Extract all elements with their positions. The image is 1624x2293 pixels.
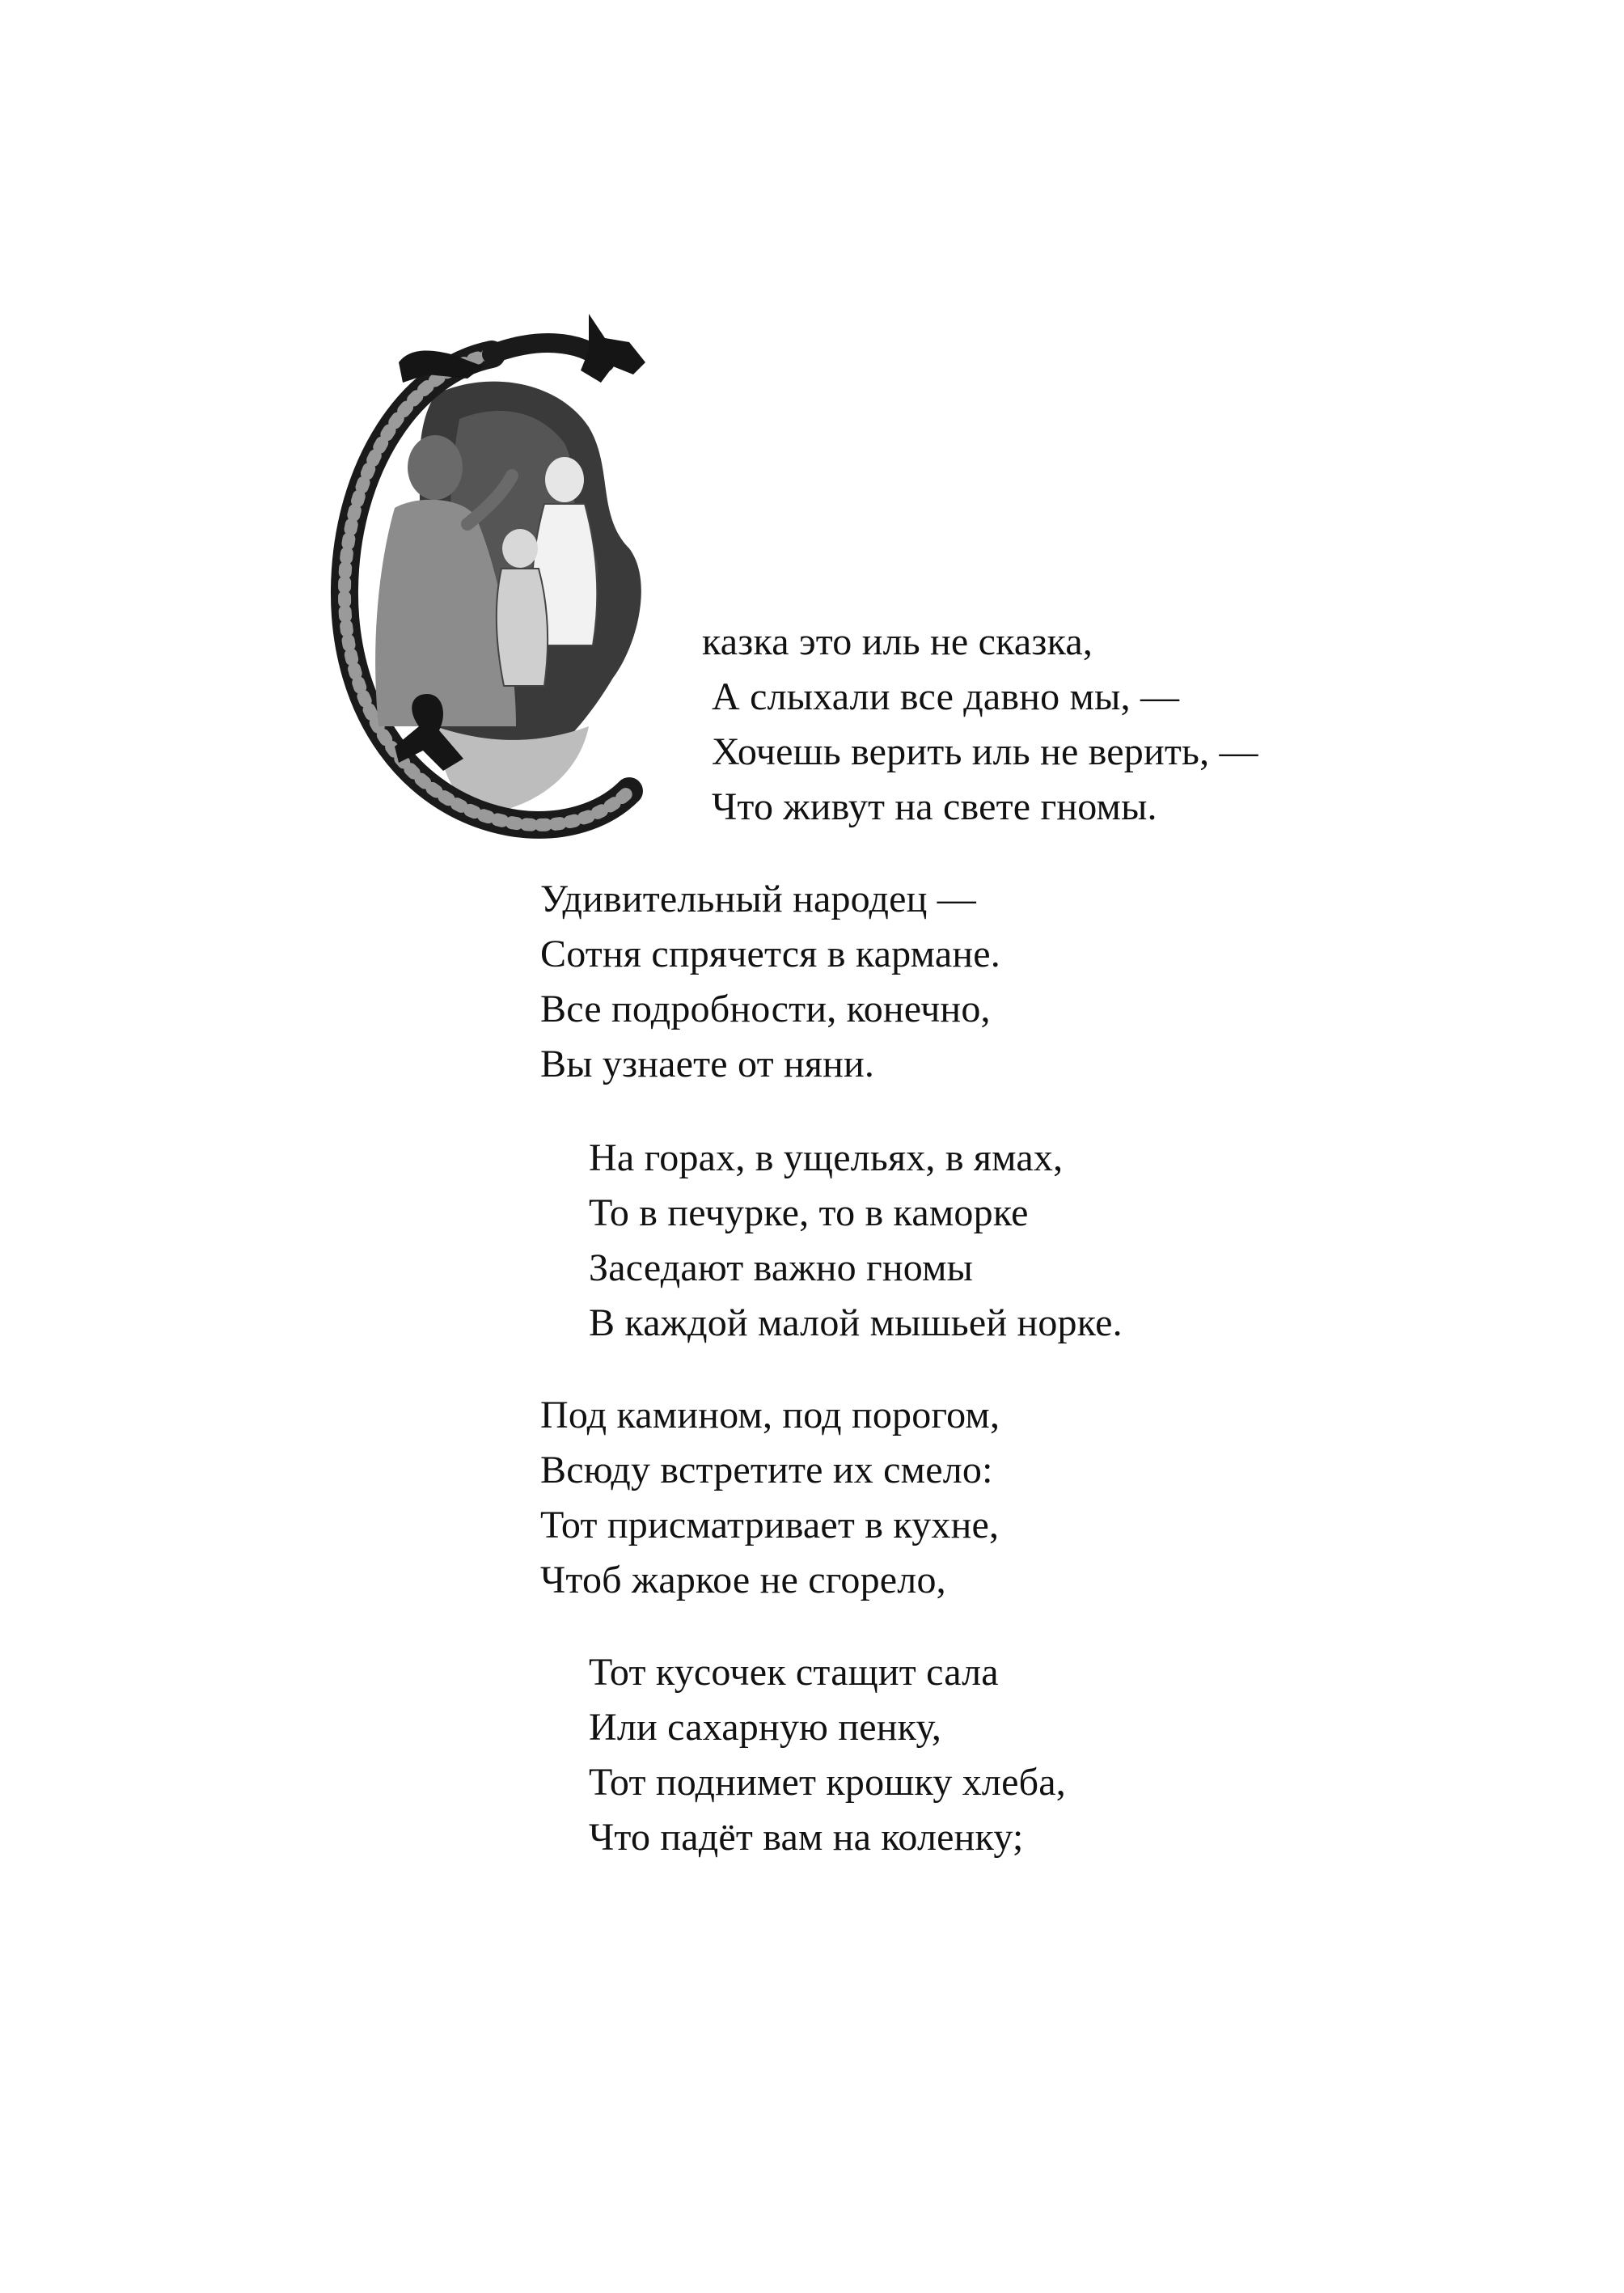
- stanza-3: [589, 1131, 1123, 1351]
- stanza-1: [702, 615, 1258, 835]
- poem-line: Вы узнаете от няни.: [540, 1043, 875, 1085]
- illustrated-drop-cap-image: [322, 306, 702, 840]
- poem-line: Заседают важно гномы: [589, 1246, 974, 1289]
- poem-line: Сотня спрячется в кармане.: [540, 933, 1000, 975]
- drop-cap-illustration: [322, 306, 702, 840]
- poem-line: Удивительный народец —: [540, 878, 976, 920]
- poem-line: Хочешь верить иль не верить, —: [712, 730, 1258, 773]
- poem-line: А слыхали все давно мы, —: [712, 675, 1180, 718]
- poem-line: Тот поднимет крошку хлеба,: [589, 1761, 1066, 1804]
- poem-line: Тот присматривает в кухне,: [540, 1504, 1000, 1546]
- poem-line: Тот кусочек стащит сала: [589, 1651, 999, 1694]
- stanza-4: [540, 1388, 1000, 1608]
- poem-line: Всюду встретите их смело:: [540, 1449, 993, 1491]
- stanza-5: [589, 1645, 1066, 1865]
- gnome-top-figure: [581, 314, 645, 383]
- poem-line: То в печурке, то в каморке: [589, 1191, 1029, 1234]
- poem-line: казка это иль не сказка,: [702, 620, 1093, 663]
- nanny-head: [408, 435, 463, 500]
- child-one-head: [545, 457, 584, 502]
- poem-line: Или сахарную пенку,: [589, 1706, 942, 1749]
- poem-line: Под камином, под порогом,: [540, 1394, 1000, 1436]
- poem-line: Что живут на свете гномы.: [712, 785, 1157, 828]
- poem-line: Чтоб жаркое не сгорело,: [540, 1559, 946, 1601]
- stanza-2: [540, 872, 1000, 1092]
- poem-line: Что падёт вам на коленку;: [589, 1816, 1024, 1859]
- poem-line: В каждой малой мышьей норке.: [589, 1301, 1123, 1344]
- child-two-body: [497, 569, 548, 686]
- poem-line: На горах, в ущельях, в ямах,: [589, 1136, 1064, 1179]
- poem-line: Все подробности, конечно,: [540, 988, 991, 1030]
- child-two-head: [502, 529, 538, 568]
